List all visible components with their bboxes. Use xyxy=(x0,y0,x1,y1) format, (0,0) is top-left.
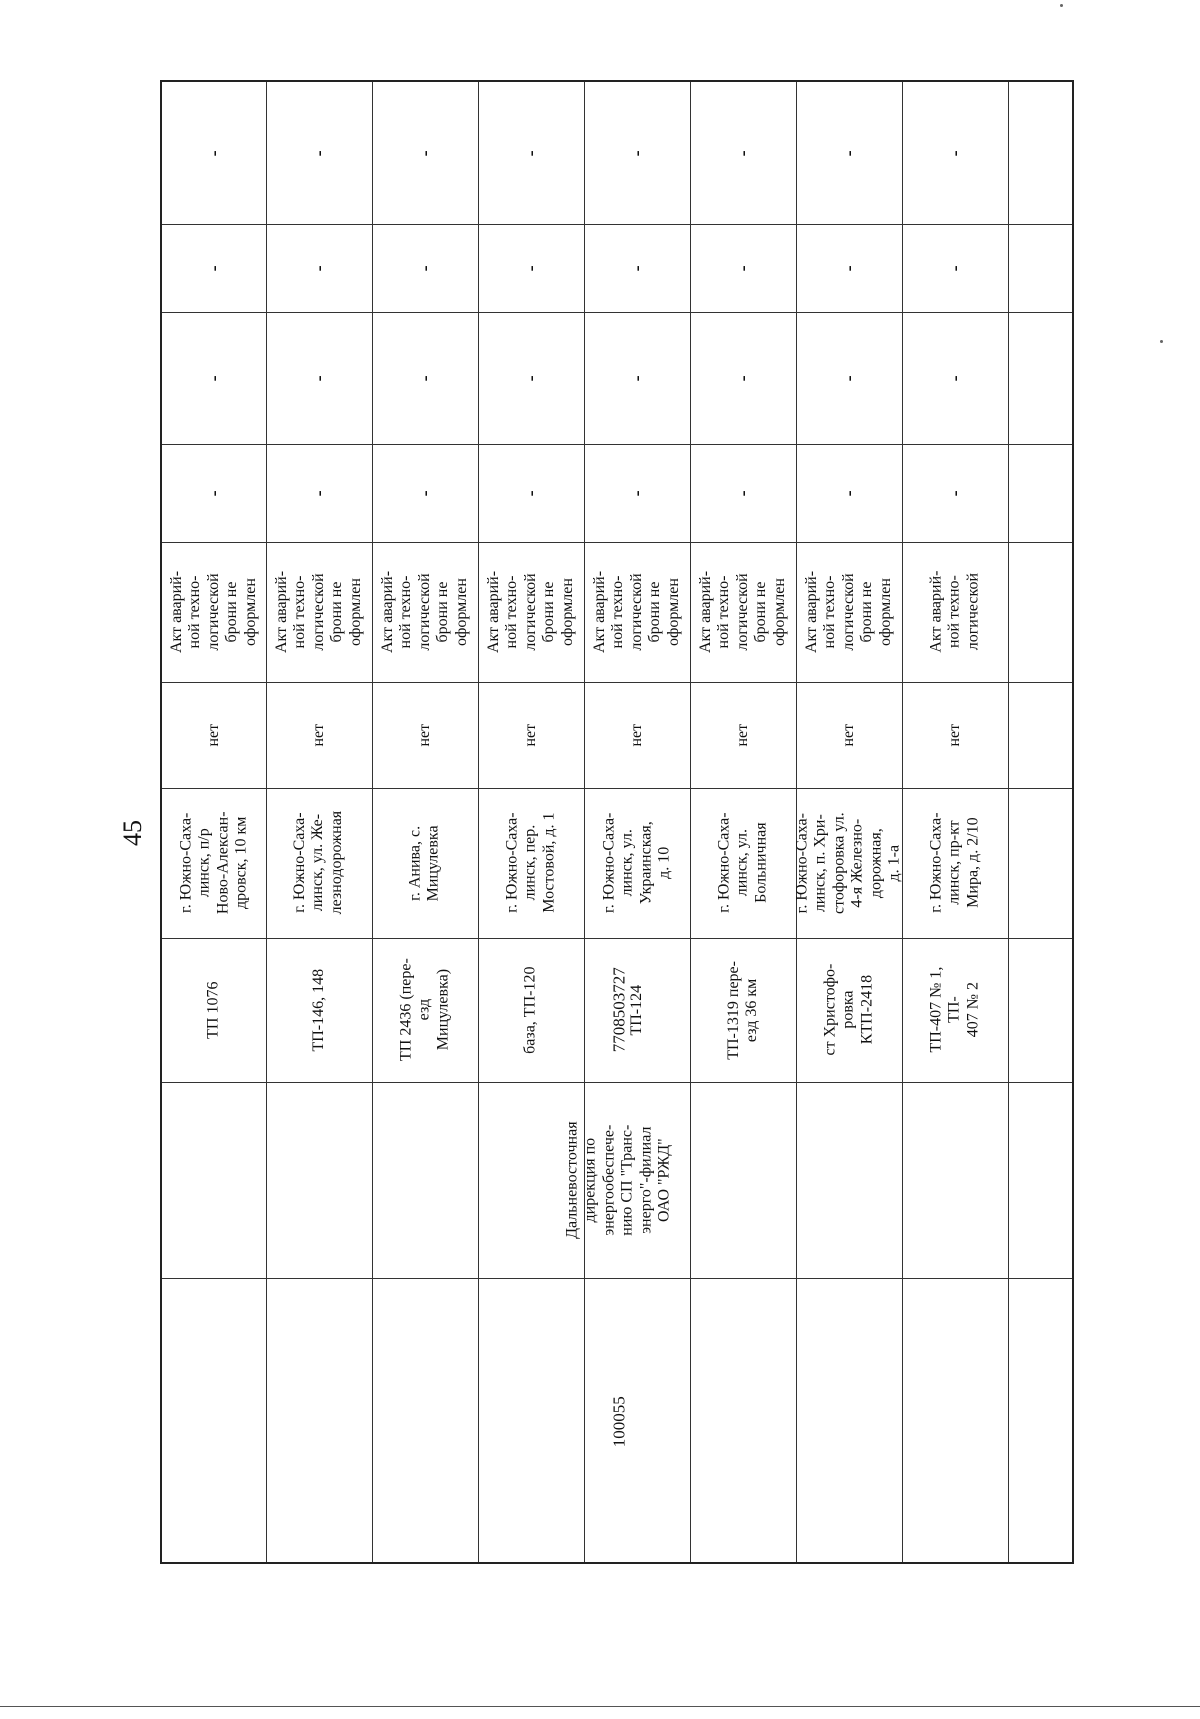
c2-cell xyxy=(372,312,478,444)
c3-text: - xyxy=(944,265,965,271)
address-text: г. Южно-Саха- линск, ул. Же- лезнодорожная xyxy=(291,811,346,915)
flag-text: нет xyxy=(627,723,645,747)
c3-text: - xyxy=(838,265,859,271)
c1-cell xyxy=(690,444,796,542)
address-cell xyxy=(372,788,478,938)
c4-cell xyxy=(162,82,266,224)
address-text: г. Южно-Саха- линск, пр-кт Мира, д. 2/10 xyxy=(927,812,982,914)
c3-text: - xyxy=(520,265,541,271)
flag-cell xyxy=(372,682,478,788)
c2-text: - xyxy=(308,375,329,381)
flag-cell xyxy=(690,682,796,788)
act-text: Акт аварий- ной техно- логической брони не оформлен xyxy=(168,570,259,654)
c4-text: - xyxy=(308,150,329,156)
object-text: ТП-1319 пере- езд 36 км xyxy=(724,960,760,1060)
address-text: г. Анива, с. Мицулевка xyxy=(406,825,442,901)
c3-cell xyxy=(902,224,1008,312)
c3-text: - xyxy=(203,265,224,271)
address-cell xyxy=(793,788,903,938)
c2-text: - xyxy=(520,375,541,381)
c4-text: - xyxy=(626,150,647,156)
organization-cell: Дальневосточная дирекция по энергообеспече- нию СП "Транс- энерго"-филиал ОАО "РЖД" xyxy=(563,1121,673,1239)
flag-cell xyxy=(266,682,372,788)
object-text: ТП 2436 (пере- езд Мицулевка) xyxy=(397,958,452,1062)
c2-cell xyxy=(584,312,690,444)
address-cell xyxy=(162,788,266,938)
flag-text: нет xyxy=(204,723,222,747)
flag-text: нет xyxy=(733,723,751,747)
c1-text: - xyxy=(203,490,224,496)
act-cell xyxy=(584,542,690,682)
c3-text: - xyxy=(414,265,435,271)
c4-cell xyxy=(796,82,902,224)
c1-text: - xyxy=(414,490,435,496)
object-text: ТП-124 xyxy=(627,984,645,1036)
object-text: ст Христофо- ровка КТП-2418 xyxy=(821,964,876,1056)
c1-text: - xyxy=(944,490,965,496)
c4-cell xyxy=(372,82,478,224)
act-cell xyxy=(162,542,266,682)
c1-cell xyxy=(796,444,902,542)
address-text: г. Южно-Саха- линск, ул. Больничная xyxy=(715,812,770,914)
c1-cell xyxy=(266,444,372,542)
c4-cell xyxy=(266,82,372,224)
act-cell xyxy=(478,542,584,682)
object-cell xyxy=(690,938,796,1082)
object-text: ТП 1076 xyxy=(204,981,222,1039)
act-text: Акт аварий- ной техно- логической xyxy=(927,570,982,654)
address-cell xyxy=(584,788,690,938)
flag-cell xyxy=(796,682,902,788)
c2-cell xyxy=(266,312,372,444)
c3-cell xyxy=(584,224,690,312)
object-cell xyxy=(478,938,584,1082)
object-cell xyxy=(796,938,902,1082)
c3-text: - xyxy=(308,265,329,271)
page-number: 45 xyxy=(118,820,147,846)
address-cell xyxy=(478,788,584,938)
act-text: Акт аварий- ной техно- логической брони не оформлен xyxy=(803,570,894,654)
c4-cell xyxy=(902,82,1008,224)
flag-text: нет xyxy=(521,723,539,747)
document-table xyxy=(160,80,1074,1564)
c2-cell xyxy=(902,312,1008,444)
address-text: г. Южно-Саха- линск, пер. Мостовой, д. 1 xyxy=(503,812,558,914)
flag-text: нет xyxy=(415,723,433,747)
flag-cell xyxy=(162,682,266,788)
c4-text: - xyxy=(520,150,541,156)
c2-text: - xyxy=(414,375,435,381)
c2-text: - xyxy=(203,375,224,381)
flag-cell xyxy=(478,682,584,788)
c2-cell xyxy=(796,312,902,444)
scan-speck xyxy=(1060,4,1063,7)
c3-text: - xyxy=(732,265,753,271)
act-text: Акт аварий- ной техно- логической брони не оформлен xyxy=(591,570,682,654)
address-text: г. Южно-Саха- линск, ул. Украинская, д. 10 xyxy=(600,812,673,914)
flag-cell xyxy=(902,682,1008,788)
act-text: Акт аварий- ной техно- логической брони не оформлен xyxy=(379,570,470,654)
c4-text: - xyxy=(203,150,224,156)
address-cell xyxy=(902,788,1008,938)
object-cell xyxy=(266,938,372,1082)
c4-text: - xyxy=(732,150,753,156)
c2-text: - xyxy=(838,375,859,381)
flag-text: нет xyxy=(945,723,963,747)
act-cell xyxy=(266,542,372,682)
object-cell xyxy=(372,938,478,1082)
object-cell xyxy=(902,938,1008,1082)
c2-cell xyxy=(162,312,266,444)
act-cell xyxy=(902,542,1008,682)
inn-cell: 7708503727 xyxy=(609,967,629,1053)
c3-cell xyxy=(266,224,372,312)
object-cell xyxy=(162,938,266,1082)
c4-cell xyxy=(584,82,690,224)
c3-cell xyxy=(478,224,584,312)
c1-text: - xyxy=(626,490,647,496)
c1-text: - xyxy=(308,490,329,496)
code-cell: 100055 xyxy=(609,1396,629,1448)
flag-text: нет xyxy=(839,723,857,747)
c2-text: - xyxy=(626,375,647,381)
c3-cell xyxy=(372,224,478,312)
c4-cell xyxy=(478,82,584,224)
act-cell xyxy=(372,542,478,682)
c3-text: - xyxy=(626,265,647,271)
act-cell xyxy=(796,542,902,682)
c3-cell xyxy=(162,224,266,312)
c4-text: - xyxy=(414,150,435,156)
c1-text: - xyxy=(520,490,541,496)
flag-text: нет xyxy=(309,723,327,747)
c1-cell xyxy=(162,444,266,542)
c3-cell xyxy=(796,224,902,312)
object-cell xyxy=(584,938,690,1082)
c1-cell xyxy=(902,444,1008,542)
c4-text: - xyxy=(944,150,965,156)
address-cell xyxy=(266,788,372,938)
flag-cell xyxy=(584,682,690,788)
act-text: Акт аварий- ной техно- логической брони не оформлен xyxy=(273,570,364,654)
c1-text: - xyxy=(838,490,859,496)
c3-cell xyxy=(690,224,796,312)
c2-text: - xyxy=(732,375,753,381)
act-text: Акт аварий- ной техно- логической брони не оформлен xyxy=(697,570,788,654)
address-cell xyxy=(690,788,796,938)
c4-text: - xyxy=(838,150,859,156)
object-text: ТП-146, 148 xyxy=(309,968,327,1052)
object-text: ТП-407 № 1, ТП- 407 № 2 xyxy=(927,967,982,1053)
c1-cell xyxy=(372,444,478,542)
address-text: г. Южно-Саха- линск, п. Хри- стофоровка ул. 4-я Железно- дорожная, д. 1-а xyxy=(793,812,903,914)
object-text: база, ТП-120 xyxy=(521,966,539,1054)
address-text: г. Южно-Саха- линск, п/р Ново-Алексан- дровск, 10 км xyxy=(177,811,250,915)
c1-cell xyxy=(478,444,584,542)
act-text: Акт аварий- ной техно- логической брони не оформлен xyxy=(485,570,576,654)
c1-cell xyxy=(584,444,690,542)
scan-edge-line xyxy=(0,1706,1200,1707)
c2-cell xyxy=(690,312,796,444)
c4-cell xyxy=(690,82,796,224)
c2-text: - xyxy=(944,375,965,381)
c2-cell xyxy=(478,312,584,444)
c1-text: - xyxy=(732,490,753,496)
act-cell xyxy=(690,542,796,682)
scan-speck xyxy=(1160,340,1163,343)
